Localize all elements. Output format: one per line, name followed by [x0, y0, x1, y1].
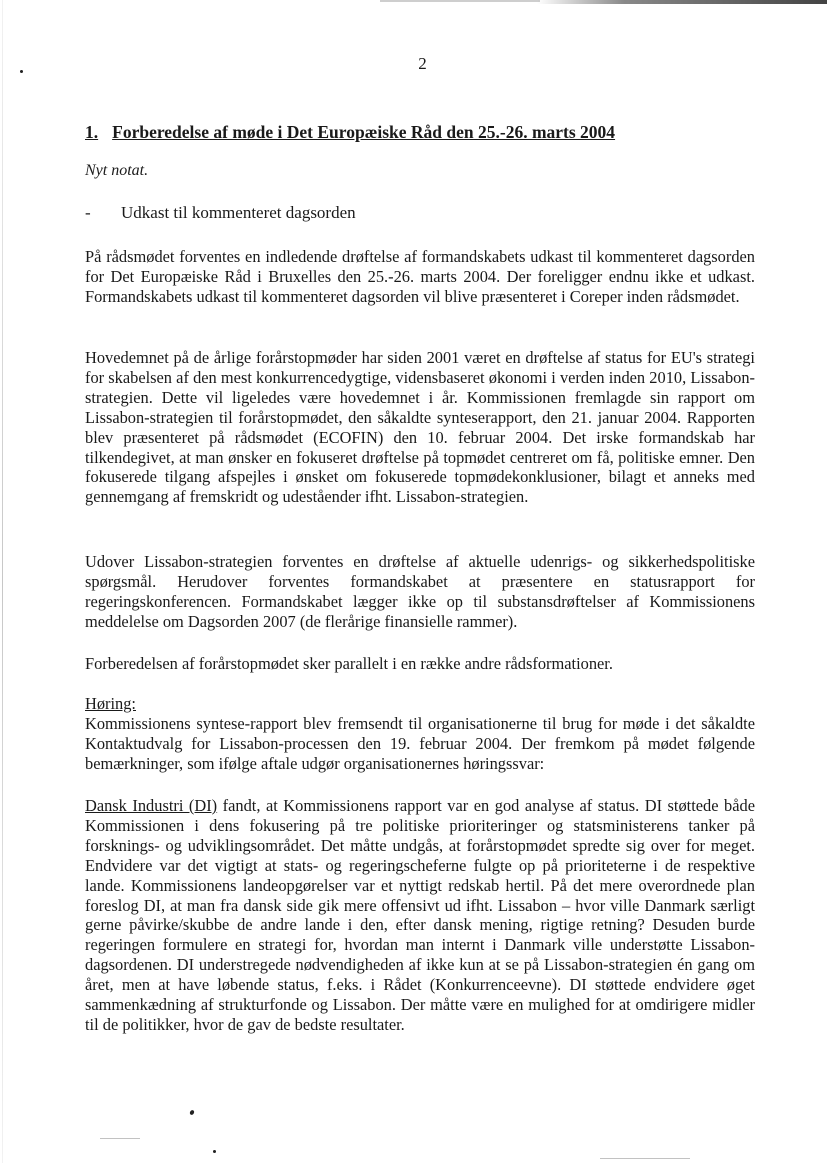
bullet-item [85, 203, 356, 223]
dansk-industri-lead: Dansk Industri (DI) [85, 796, 218, 815]
paragraph-agenda: På rådsmødet forventes en indledende drøftelse af formandskabets udkast til kommenteret dagsorden for Det Europæiske Råd i Bruxelles den 25.-26. marts 2004. Der foreligger endnu ikke et udkast. Formandskabets udkast til kommenteret dagsorden vil blive præsenteret i Coreper inden rådsmødet. [85, 247, 755, 306]
section-title: Forberedelse af møde i Det Europæiske Råd den 25.-26. marts 2004 [112, 122, 616, 142]
scan-edge-top [537, 0, 827, 4]
note-label: Nyt notat. [85, 162, 149, 179]
page-number: 2 [418, 54, 427, 73]
paragraph-preparation: Forberedelsen af forårstopmødet sker parallelt i en række andre rådsformationer. [85, 654, 613, 673]
bullet-dash: - [85, 203, 91, 222]
consultation-text: Kommissionens syntese-rapport blev fremsendt til organisationerne til brug for møde i det såkaldte Kontaktudvalg for Lissabon-processen den 19. februar 2004. Der fremkom på mødet følgende bemærkninger, som ifølge aftale udgør organisationernes høringssvar: [85, 713, 755, 773]
scan-speck [20, 70, 23, 73]
scan-speck [213, 1150, 216, 1153]
scan-noise [100, 1138, 140, 1139]
dansk-industri-text: fandt, at Kommissionens rapport var en god analyse af status. DI støttede både Kommissionen i dens fokusering på tre politiske prioriteringer og statsministerens tanker på forsknings- og udviklingsområdet. Det måtte undgås, at forårstopmødet spredte sig over for meget. Endvidere var det vigtigt at stats- og regeringscheferne fulgte op på prioriteterne i de respektive lande. Kommissionens landeopgørelser var et nyttigt redskab hertil. På det mere overordnede plan foreslog DI, at man fra dansk side gik mere offensivt ud ifht. Lissabon – hvor ville Danmark særligt gerne påvirke/skubbe de andre lande i den, efter dansk mening, rigtige retning? Desuden burde regeringen formulere en strategi for, hvordan man internt i Danmark ville understøtte Lissabon-dagsordenen. DI understregede nødvendigheden af ikke kun at se på Lissabon-strategien én gang om året, men at have løbende status, f.eks. i Rådet (Konkurrenceevne). DI støttede endvidere øget sammenkædning af strukturfonde og Lissabon. Der måtte være en mulighed for at omdirigere midler til de politikker, hvor de gav de bedste resultater. [85, 796, 755, 1034]
paragraph-dansk-industri [85, 796, 755, 1035]
consultation-heading: Høring: [85, 694, 136, 713]
section-heading [85, 122, 615, 143]
paragraph-foreign-policy: Udover Lissabon-strategien forventes en drøftelse af aktuelle udenrigs- og sikkerhedspolitiske spørgsmål. Herudover forventes formandskabet at præsentere en statusrapport for regeringskonferencen. Formandskabet lægger ikke op til substansdrøftelser af Kommissionens meddelelse om Dagsorden 2007 (de flerårige finansielle rammer). [85, 552, 755, 631]
paragraph-consultation [85, 694, 755, 774]
bullet-text: Udkast til kommenteret dagsorden [121, 203, 356, 222]
scan-noise [600, 1158, 690, 1159]
scan-edge-left [2, 0, 3, 1163]
paragraph-lisbon-strategy: Hovedemnet på de årlige forårstopmøder har siden 2001 været en drøftelse af status for EU's strategi for skabelsen af den mest konkurrencedygtige, vidensbaseret økonomi i verden inden 2010, Lissabon-strategien. Dette vil ligeledes være hovedemnet i år. Kommissionen fremlagde sin rapport om Lissabon-strategien til forårstopmødet, den såkaldte synteserapport, den 21. januar 2004. Rapporten blev præsenteret på rådsmødet (ECOFIN) den 10. februar 2004. Det irske formandskab har tilkendegivet, at man ønsker en fokuseret drøftelse på topmødet centreret om få, politiske emner. Den fokuserede tilgang afspejles i ønsket om fokuserede topmødekonklusioner, bilagt et anneks med gennemgang af fremskridt og udeståender ifht. Lissabon-strategien. [85, 348, 755, 507]
scan-edge-top-faint [380, 0, 540, 2]
section-number: 1. [85, 122, 99, 142]
scan-speck [189, 1109, 195, 1115]
